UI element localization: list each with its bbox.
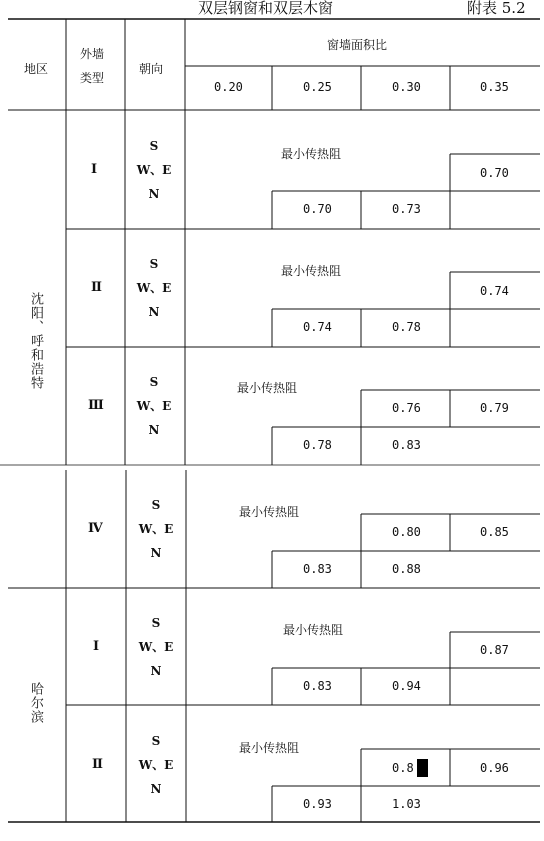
cell-value: 0.74 bbox=[303, 320, 332, 334]
cell-value: 1.03 bbox=[392, 797, 421, 811]
cell-value: 0.83 bbox=[303, 679, 332, 693]
col-header-wall-type: 外墙 类型 bbox=[80, 47, 105, 85]
col-header-orientation: 朝向 bbox=[139, 62, 164, 76]
col-header-ratio-group: 窗墙面积比 bbox=[327, 38, 388, 52]
ratio-header-1: 0.20 bbox=[214, 80, 243, 94]
cell-value: 0.79 bbox=[480, 401, 509, 415]
orientation-s: S bbox=[149, 257, 159, 271]
min-resistance-label: 最小传热阻 bbox=[281, 264, 342, 278]
cell-value: 0.78 bbox=[392, 320, 421, 334]
col-header-region: 地区 bbox=[24, 62, 49, 76]
orientation-s: S bbox=[149, 139, 159, 153]
orientation-we: W、E bbox=[138, 758, 174, 772]
orientation-n: N bbox=[148, 423, 160, 437]
cell-value: 0.70 bbox=[480, 166, 509, 180]
cell-value: 0.85 bbox=[480, 525, 509, 539]
ratio-header-4: 0.35 bbox=[480, 80, 509, 94]
cell-value: 0.96 bbox=[480, 761, 509, 775]
orientation-we: W、E bbox=[136, 399, 172, 413]
ratio-header-3: 0.30 bbox=[392, 80, 421, 94]
wall-type-label: Ⅲ bbox=[88, 398, 104, 413]
ratio-header-2: 0.25 bbox=[303, 80, 332, 94]
table-title: 双层钢窗和双层木窗 bbox=[198, 0, 334, 17]
orientation-n: N bbox=[150, 782, 162, 796]
orientation-s: S bbox=[151, 498, 161, 512]
cell-value: 0.76 bbox=[392, 401, 421, 415]
cell-value: 0.83 bbox=[303, 562, 332, 576]
cell-value: 0.87 bbox=[480, 643, 509, 657]
cell-value: 0.94 bbox=[392, 679, 421, 693]
redaction-block bbox=[417, 759, 428, 777]
orientation-n: N bbox=[150, 664, 162, 678]
cell-value: 0.80 bbox=[392, 525, 421, 539]
cell-value: 0.88 bbox=[392, 562, 421, 576]
min-resistance-label: 最小传热阻 bbox=[237, 381, 298, 395]
wall-type-label: Ⅱ bbox=[92, 757, 103, 772]
min-resistance-label: 最小传热阻 bbox=[283, 623, 344, 637]
orientation-n: N bbox=[148, 305, 160, 319]
orientation-we: W、E bbox=[138, 522, 174, 536]
region-label: 沈阳、呼和浩特 bbox=[28, 292, 43, 390]
wall-type-label: Ⅳ bbox=[88, 521, 103, 536]
cell-value: 0.74 bbox=[480, 284, 509, 298]
cell-value: 0.78 bbox=[303, 438, 332, 452]
orientation-s: S bbox=[151, 734, 161, 748]
min-resistance-label: 最小传热阻 bbox=[281, 147, 342, 161]
wall-type-label: Ⅰ bbox=[91, 162, 98, 177]
cell-value: 0.8 bbox=[392, 761, 414, 775]
min-resistance-label: 最小传热阻 bbox=[239, 741, 300, 755]
orientation-we: W、E bbox=[136, 163, 172, 177]
orientation-s: S bbox=[151, 616, 161, 630]
cell-value: 0.70 bbox=[303, 202, 332, 216]
orientation-s: S bbox=[149, 375, 159, 389]
orientation-we: W、E bbox=[138, 640, 174, 654]
orientation-n: N bbox=[150, 546, 162, 560]
table-number: 附表 5.2 bbox=[467, 0, 526, 17]
orientation-n: N bbox=[148, 187, 160, 201]
region-label: 哈尔滨 bbox=[28, 682, 43, 724]
cell-value: 0.93 bbox=[303, 797, 332, 811]
cell-value: 0.83 bbox=[392, 438, 421, 452]
orientation-we: W、E bbox=[136, 281, 172, 295]
min-resistance-label: 最小传热阻 bbox=[239, 505, 300, 519]
cell-value: 0.73 bbox=[392, 202, 421, 216]
wall-type-label: Ⅰ bbox=[93, 639, 100, 654]
wall-type-label: Ⅱ bbox=[91, 280, 102, 295]
